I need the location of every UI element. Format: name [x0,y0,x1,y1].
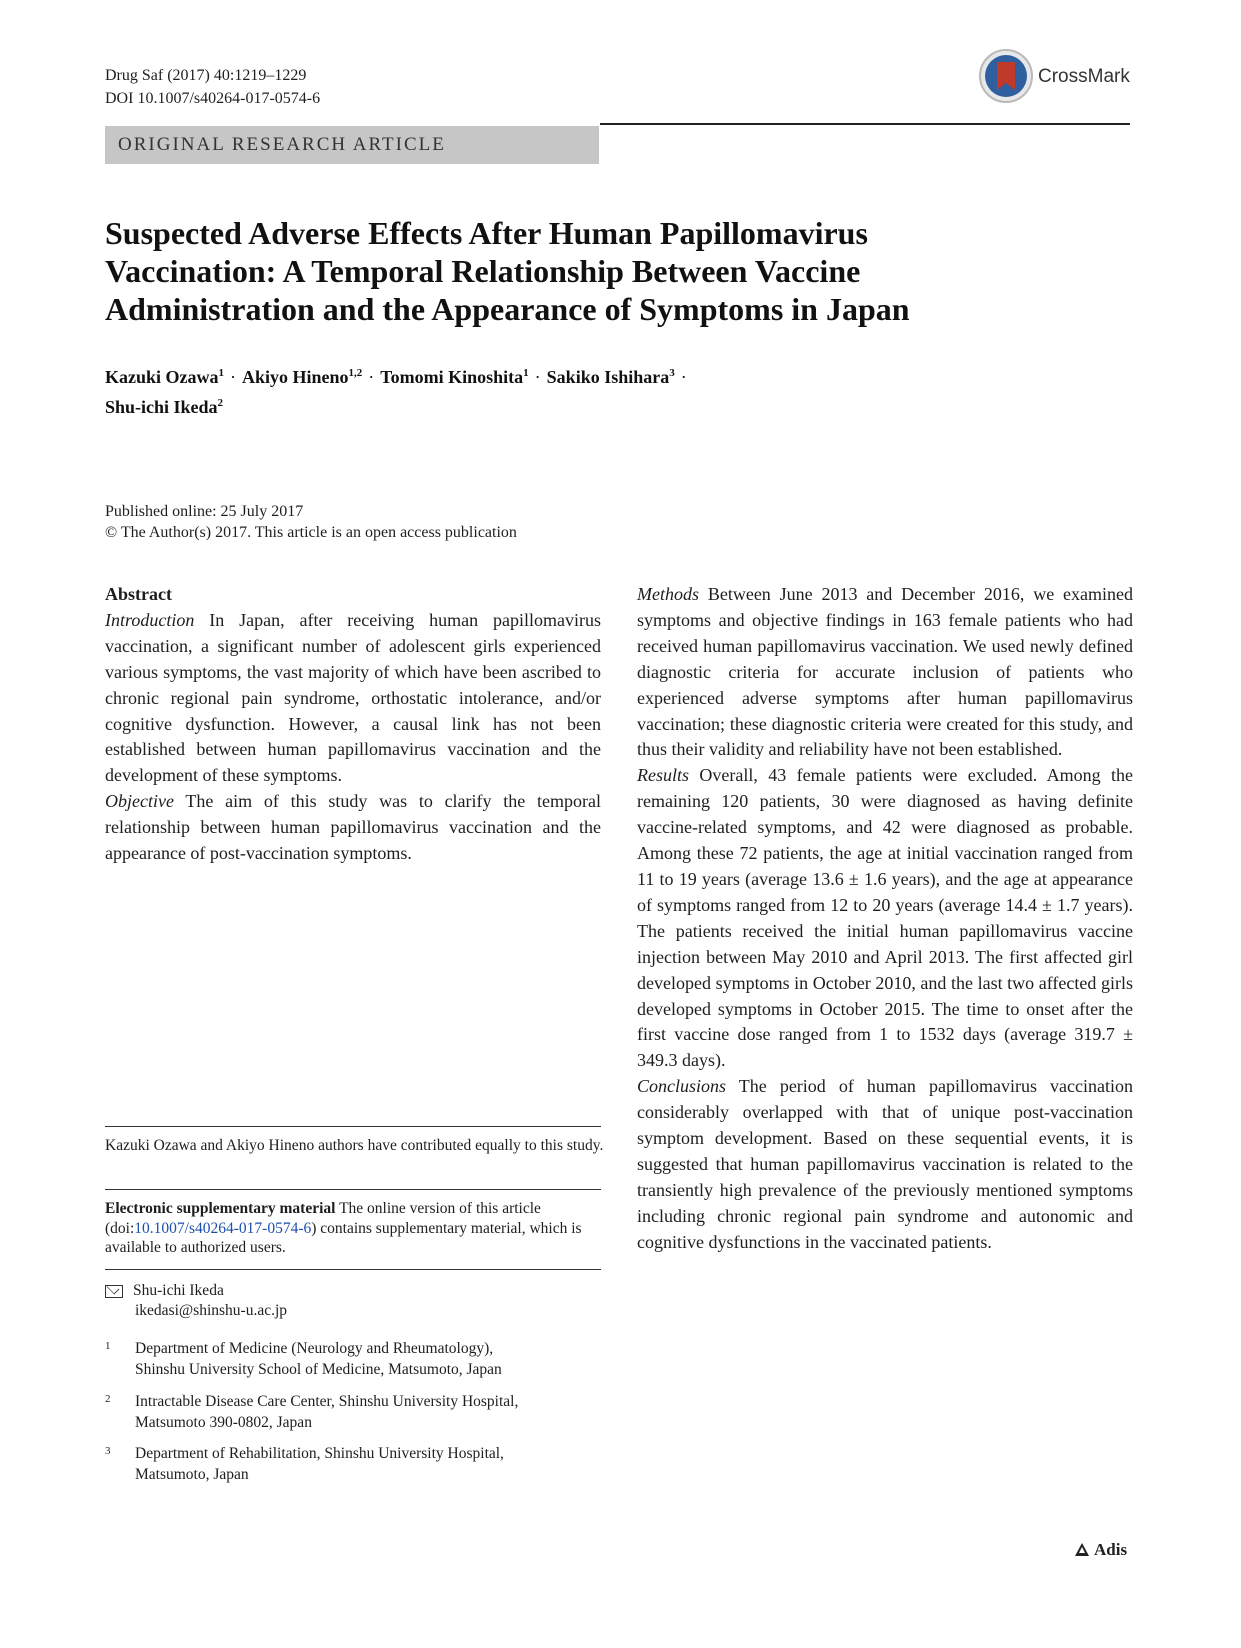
section-text: In Japan, after receiving human papillomavirus vaccination, a significant number of adolescent girls experienced various symptoms, the vast majority of which have been ascribed to chronic regional pain syndrome, orthostatic intolerance, and/or cognitive dysfunction. However, a causal link has not been established between human papillomavirus vaccination and the development of these symptoms. [105,609,602,786]
affiliation-line: Intractable Disease Care Center, Shinshu University Hospital, [135,1393,519,1410]
author-list [105,360,1065,420]
doi-line: DOI 10.1007/s40264-017-0574-6 [105,90,321,107]
title-line: Administration and the Appearance of Symptoms in Japan [105,291,910,327]
author-separator: · [534,367,541,387]
section-label: Objective [105,791,174,812]
abstract-column-left [105,582,601,867]
affiliation [105,1392,605,1433]
affiliation-number: 2 [105,1393,111,1405]
crossmark-label: CrossMark [1038,66,1130,87]
publisher-name: Adis [1094,1540,1128,1559]
header-rule [600,123,1130,125]
title-line: Vaccination: A Temporal Relationship Between Vaccine [105,253,861,289]
author-affil-sup: 1 [523,367,529,379]
section-label: Methods [637,584,699,604]
affiliation-line: Department of Medicine (Neurology and Rheumatology), [135,1340,494,1357]
footnote-rule [105,1269,601,1270]
affiliation-line: Matsumoto 390-0802, Japan [135,1413,312,1431]
affiliation-number: 3 [105,1445,111,1457]
footnote-rule [105,1126,601,1127]
crossmark-icon [978,48,1034,104]
affiliation-number: 1 [105,1340,111,1352]
abstract-results [637,763,1133,1074]
equal-contribution-note: Kazuki Ozawa and Akiyo Hineno authors have contributed equally to this study. [105,1137,604,1154]
author-separator: · [230,367,237,387]
author-separator: · [368,367,375,387]
section-label: Introduction [105,609,195,630]
crossmark-badge[interactable] [978,48,1128,106]
author-affil-sup: 2 [217,397,224,409]
abstract-heading: Abstract [105,584,172,604]
corresponding-name: Shu-ichi Ikeda [133,1282,224,1299]
section-text: Between June 2013 and December 2016, we examined symptoms and objective findings in 163 female patients who had received human papillomavirus vaccination. We used newly defined diagnostic criteria for accurate inclusion of patients who experienced adverse symptoms after human papillomavirus vaccination; these diagnostic criteria were created for this study, and thus their validity and reliability have not been established. [637,584,1133,760]
journal-line: Drug Saf (2017) 40:1219–1229 [105,67,307,84]
published-date: Published online: 25 July 2017 [105,503,304,520]
title-line: Suspected Adverse Effects After Human Papillomavirus [105,215,868,251]
abstract-objective [105,789,601,867]
affiliation-line: Shinshu University School of Medicine, Matsumoto, Japan [135,1360,502,1378]
author-affil-sup: 1 [218,367,225,379]
affiliation [105,1444,605,1485]
abstract-conclusions [637,1074,1133,1255]
abstract-methods [637,582,1133,763]
affiliation-line: Department of Rehabilitation, Shinshu University Hospital, [135,1445,504,1462]
footnote-rule [105,1189,601,1190]
affiliation-line: Matsumoto, Japan [135,1465,249,1483]
author-name[interactable]: Shu-ichi Ikeda [105,397,218,417]
corresponding-email[interactable]: ikedasi@shinshu-u.ac.jp [135,1301,288,1319]
doi-link[interactable]: 10.1007/s40264-017-0574-6 [134,1219,312,1237]
author-name[interactable]: Tomomi Kinoshita [380,367,524,387]
esm-text: The online version of this article (doi: [105,1200,541,1237]
author-name[interactable]: Kazuki Ozawa [105,367,219,387]
affiliation [105,1339,605,1380]
author-affil-sup: 1,2 [348,367,363,379]
envelope-icon [105,1285,123,1298]
esm-text: ) contains supplementary material, which is available to authorized users. [105,1219,582,1256]
publication-info [105,501,517,543]
supplementary-material-note [105,1199,605,1258]
author-affil-sup: 3 [669,367,675,379]
author-name[interactable]: Akiyo Hineno [242,367,349,387]
article-type-banner: ORIGINAL RESEARCH ARTICLE [105,126,599,164]
section-label: Conclusions [637,1076,727,1097]
abstract-column-right [637,582,1133,1256]
corresponding-author [105,1281,605,1320]
publisher-logo [1075,1540,1127,1560]
article-title [105,214,1105,328]
section-text: The aim of this study was to clarify the temporal relationship between human papillomavirus vaccination and the appearance of post-vaccination symptoms. [105,791,601,864]
section-text: The period of human papillomavirus vaccination considerably overlapped with that of unique post-vaccination symptom development. Based on these sequential events, it is suggested that human papillomavirus vaccination is related to the transiently high prevalence of the previously mentioned symptoms including chronic regional pain syndrome and autonomic and cognitive dysfunctions in the vaccinated patients. [637,1076,1133,1252]
adis-triangle-icon [1075,1543,1089,1556]
section-label: Results [637,765,689,786]
abstract-introduction [105,608,601,789]
author-name[interactable]: Sakiko Ishihara [546,367,670,387]
copyright-notice: © The Author(s) 2017. This article is an open access publication [105,524,517,541]
journal-citation [105,64,320,110]
section-text: Overall, 43 female patients were excluded. Among the remaining 120 patients, 30 were diagnosed as having definite vaccine-related symptoms, and 42 were diagnosed as probable. Among these 72 patients, the age at initial vaccination ranged from 11 to 19 years (average 13.6 ± 1.6 years), and the age at appearance of symptoms ranged from 12 to 20 years (average 14.4 ± 1.7 years). The patients received the initial human papillomavirus vaccine injection between May 2010 and April 2013. The first affected girl developed symptoms in October 2010, and the last two affected girls developed symptoms in October 2015. The time to onset after the first vaccine dose ranged from 1 to 1532 days (average 319.7 ± 349.3 days). [637,765,1133,1071]
esm-label: Electronic supplementary material [105,1200,336,1217]
author-separator: · [680,367,687,387]
